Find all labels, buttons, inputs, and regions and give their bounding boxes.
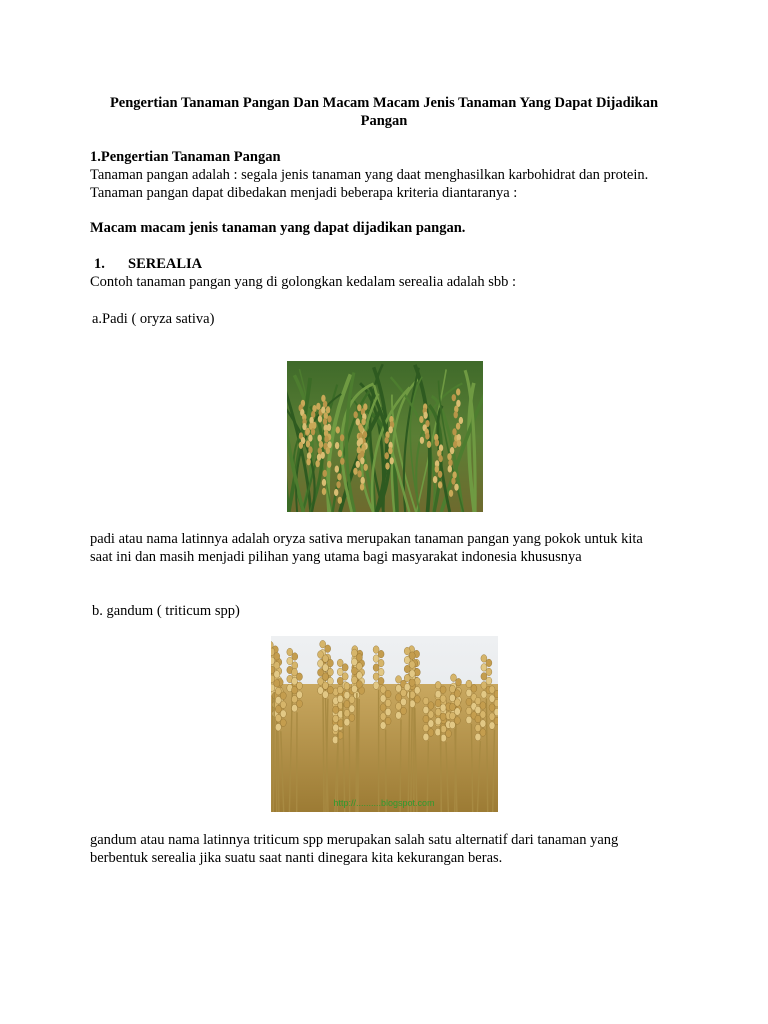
rice-grain (353, 468, 357, 475)
wheat-grain (292, 704, 298, 712)
rice-grain (312, 422, 316, 429)
rice-grain (451, 478, 455, 485)
wheat-grain (271, 684, 275, 692)
rice-grain (338, 497, 342, 504)
rice-grain (337, 473, 341, 480)
rice-grain (389, 426, 393, 433)
rice-grain (439, 455, 443, 462)
rice-grain (438, 471, 442, 478)
wheat-watermark: http://..........blogspot.com (333, 798, 435, 808)
wheat-grain (275, 723, 281, 731)
rice-grain (335, 466, 339, 473)
rice-grain (306, 428, 310, 435)
rice-grain (315, 460, 319, 467)
rice-grain (318, 435, 322, 442)
wheat-stem (441, 725, 442, 812)
rice-grain (425, 433, 429, 440)
rice-grain (454, 411, 458, 418)
rice-grain (316, 403, 320, 410)
rice-grain (447, 453, 451, 460)
rice-grain (452, 394, 456, 401)
wheat-grain (449, 721, 455, 729)
rice-grain (449, 490, 453, 497)
document-title (60, 94, 708, 130)
wheat-grain (344, 718, 350, 726)
rice-grain (306, 440, 310, 447)
wheat-grain (380, 722, 386, 730)
wheat-grain (489, 722, 495, 730)
wheat-grain (351, 685, 357, 693)
rice-grain (317, 454, 321, 461)
wheat-grain (423, 733, 429, 741)
rice-grain (359, 438, 363, 445)
rice-grain (336, 426, 340, 433)
rice-grain (420, 437, 424, 444)
rice-grain (456, 423, 460, 430)
rice-grain (356, 461, 360, 468)
wheat-grain (396, 712, 402, 720)
rice-grain (324, 435, 328, 442)
rice-grain (438, 481, 442, 488)
wheat-grain (466, 716, 472, 724)
definition-line-1: Tanaman pangan adalah : segala jenis tanaman yang daat menghasilkan karbohidrat dan protein. (90, 167, 649, 183)
rice-grain (423, 412, 427, 419)
rice-grain (361, 418, 365, 425)
section-heading: 1.Pengertian Tanaman Pangan (90, 149, 281, 165)
rice-grain (323, 470, 327, 477)
serealia-intro: Contoh tanaman pangan yang di golongkan kedalam serealia adalah sbb : (90, 274, 517, 290)
rice-grain (385, 452, 389, 459)
padi-desc-line-1: padi atau nama latinnya adalah oryza sativa merupakan tanaman pangan yang pokok untuk kita (90, 531, 643, 547)
rice-grain (326, 406, 330, 413)
rice-grain (334, 489, 338, 496)
rice-grain (362, 444, 366, 451)
padi-label: a.Padi ( oryza sativa) (92, 311, 215, 327)
rice-grain (361, 477, 365, 484)
rice-grain (456, 388, 460, 395)
rice-grain (448, 465, 452, 472)
serealia-heading: SEREALIA (128, 256, 203, 272)
rice-grain (306, 458, 310, 465)
rice-grain (390, 457, 394, 464)
rice-grain (318, 415, 322, 422)
types-heading: Macam macam jenis tanaman yang dapat dijadikan pangan. (90, 220, 466, 236)
rice-grain (457, 440, 461, 447)
rice-grain (322, 479, 326, 486)
rice-grain (299, 442, 303, 449)
wheat-stem (323, 695, 324, 813)
wheat-grain (322, 691, 328, 699)
rice-grain (302, 423, 306, 430)
rice-grain (450, 447, 454, 454)
rice-grain (448, 459, 452, 466)
list-number: 1. (94, 256, 105, 272)
rice-grain (454, 484, 458, 491)
rice-grain (335, 442, 339, 449)
rice-grain (327, 424, 331, 431)
rice-grain (385, 463, 389, 470)
wheat-grain (404, 683, 410, 691)
rice-grain (433, 476, 437, 483)
rice-grain (360, 451, 364, 458)
rice-grain (308, 435, 312, 442)
rice-grain (336, 481, 340, 488)
rice-grain (326, 447, 330, 454)
rice-grain (357, 404, 361, 411)
wheat-grain (435, 717, 441, 725)
rice-grain (323, 418, 327, 425)
wheat-grain (481, 691, 487, 699)
rice-plant-image (287, 361, 483, 512)
rice-grain (453, 441, 457, 448)
wheat-field-image (271, 636, 498, 812)
rice-grain (435, 466, 439, 473)
wheat-stem (356, 693, 357, 812)
rice-grain (357, 470, 361, 477)
rice-grain (452, 471, 456, 478)
rice-grain (360, 457, 364, 464)
rice-grain (356, 418, 360, 425)
rice-grain (427, 441, 431, 448)
wheat-grain (333, 724, 339, 732)
rice-grain (363, 431, 367, 438)
gandum-desc-line-1: gandum atau nama latinnya triticum spp merupakan salah satu alternatif dari tanaman yang (90, 832, 619, 848)
wheat-grain (475, 733, 481, 741)
padi-desc-line-2: saat ini dan masih menjadi pilihan yang utama bagi masyarakat indonesia khususnya (90, 549, 582, 565)
wheat-stem (273, 692, 274, 812)
rice-grain (459, 417, 463, 424)
rice-grain (340, 458, 344, 465)
wheat-field-photo (271, 636, 498, 812)
rice-grain (322, 488, 326, 495)
rice-grain (360, 483, 364, 490)
rice-grain (435, 439, 439, 446)
rice-grain (319, 441, 323, 448)
rice-grain (419, 416, 423, 423)
wheat-grain (337, 695, 343, 703)
rice-grain (364, 464, 368, 471)
rice-grain (388, 447, 392, 454)
gandum-label: b. gandum ( triticum spp) (92, 603, 240, 619)
rice-grain (321, 406, 325, 413)
wheat-grain (373, 682, 379, 690)
rice-plant-photo (287, 361, 483, 512)
rice-grain (318, 447, 322, 454)
rice-grain (340, 434, 344, 441)
rice-grain (359, 424, 363, 431)
title-line-1: Pengertian Tanaman Pangan Dan Macam Macam Jenis Tanaman Yang Dapat Dijadikan (109, 95, 659, 111)
rice-grain (338, 450, 342, 457)
definition-line-2: Tanaman pangan dapat dibedakan menjadi beberapa kriteria diantaranya : (90, 185, 518, 201)
rice-grain (311, 428, 315, 435)
rice-grain (354, 411, 358, 418)
gandum-desc-line-2: berbentuk serealia jika suatu saat nanti dinegara kita kekurangan beras. (90, 850, 503, 866)
rice-grain (452, 428, 456, 435)
rice-grain (327, 461, 331, 468)
rice-grain (385, 437, 389, 444)
title-line-2: Pangan (360, 113, 408, 129)
